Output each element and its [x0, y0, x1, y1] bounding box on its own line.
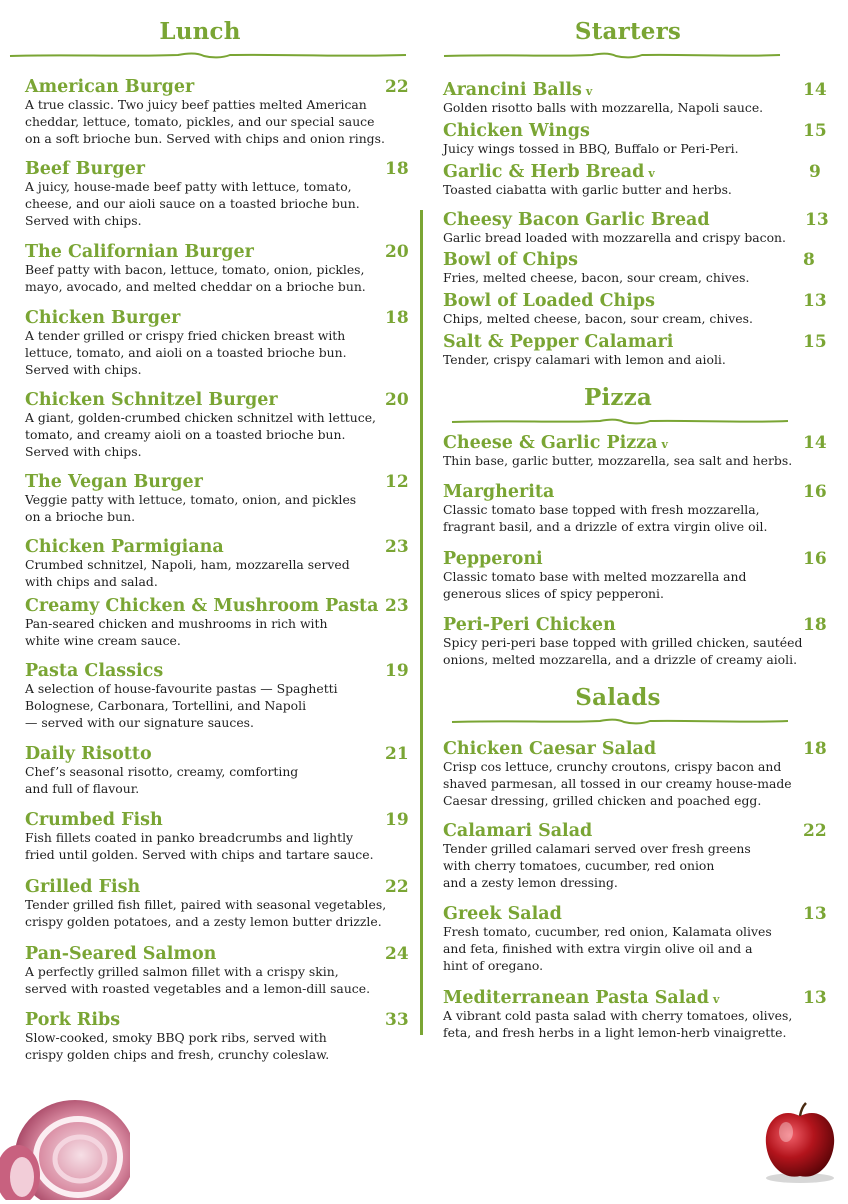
- item-price: 13: [803, 988, 827, 1008]
- item-price: 9: [809, 162, 821, 182]
- column-divider: [420, 210, 423, 1035]
- item-price: 18: [803, 739, 827, 759]
- vegetarian-badge: v: [648, 167, 655, 180]
- item-name-text: Pork Ribs: [25, 1010, 121, 1030]
- item-name-text: American Burger: [25, 77, 195, 97]
- item-name: [443, 481, 554, 503]
- item-description: Chips, melted cheese, bacon, sour cream, chives.: [443, 311, 753, 326]
- item-description: A giant, golden-crumbed chicken schnitzel with lettuce, tomato, and creamy aioli on a toasted brioche bun. Served with chips.: [25, 410, 376, 460]
- item-description: A perfectly grilled salmon fillet with a crispy skin, served with roasted vegetables and a lemon-dill sauce.: [25, 964, 371, 997]
- item-name: [25, 660, 163, 682]
- item-name: [25, 595, 378, 617]
- item-price: 14: [803, 433, 827, 453]
- section-title-pizza: Pizza: [583, 384, 653, 411]
- item-name-text: Bowl of Loaded Chips: [443, 291, 655, 311]
- section-title-lunch: Lunch: [159, 18, 241, 45]
- item-name-text: Pepperoni: [443, 549, 543, 569]
- item-name-text: Beef Burger: [25, 159, 146, 179]
- item-price: 23: [385, 596, 409, 616]
- item-name: [25, 471, 203, 493]
- item-name-text: Chicken Burger: [25, 308, 181, 328]
- item-description: A vibrant cold pasta salad with cherry tomatoes, olives, feta, and fresh herbs in a light lemon-herb vinaigrette.: [443, 1008, 793, 1041]
- item-name: [25, 389, 278, 411]
- item-name-text: Mediterranean Pasta Salad: [443, 988, 709, 1008]
- item-name-text: Pasta Classics: [25, 661, 164, 681]
- item-name-text: Greek Salad: [443, 904, 562, 924]
- item-price: 18: [385, 308, 409, 328]
- item-price: 24: [385, 944, 409, 964]
- item-price: 15: [803, 121, 827, 141]
- item-name: [443, 331, 673, 353]
- section-divider: [450, 716, 790, 726]
- item-price: 18: [385, 159, 409, 179]
- item-price: 16: [803, 549, 827, 569]
- item-name: [443, 290, 655, 312]
- item-name-text: Garlic & Herb Bread: [443, 162, 645, 182]
- item-name-text: Salt & Pepper Calamari: [443, 332, 674, 352]
- item-description: A selection of house-favourite pastas — Spaghetti Bolognese, Carbonara, Tortellini, and Napoli — served with our signature sauces.: [25, 681, 338, 731]
- item-name: [443, 820, 592, 842]
- item-description: Garlic bread loaded with mozzarella and crispy bacon.: [443, 230, 786, 245]
- item-name-text: Margherita: [443, 482, 555, 502]
- item-name-text: Bowl of Chips: [443, 250, 578, 270]
- item-name-text: Calamari Salad: [443, 821, 593, 841]
- item-name: [443, 903, 562, 925]
- item-price: 19: [385, 810, 409, 830]
- item-description: Tender grilled calamari served over fresh greens with cherry tomatoes, cucumber, red onion and a zesty lemon dressing.: [443, 841, 751, 891]
- item-price: 33: [385, 1010, 409, 1030]
- item-price: 21: [385, 744, 409, 764]
- section-divider: [8, 50, 408, 60]
- item-price: 20: [385, 390, 409, 410]
- item-name-text: Chicken Caesar Salad: [443, 739, 657, 759]
- item-description: Classic tomato base topped with fresh mozzarella, fragrant basil, and a drizzle of extra virgin olive oil.: [443, 502, 768, 535]
- item-name: [25, 809, 163, 831]
- item-description: Chef’s seasonal risotto, creamy, comforting and full of flavour.: [25, 764, 299, 797]
- item-description: Juicy wings tossed in BBQ, Buffalo or Peri-Peri.: [443, 141, 739, 156]
- item-price: 18: [803, 615, 827, 635]
- item-name-text: Pan-Seared Salmon: [25, 944, 217, 964]
- item-name-text: Crumbed Fish: [25, 810, 163, 830]
- item-name-text: Chicken Parmigiana: [25, 537, 224, 557]
- section-divider: [442, 50, 782, 60]
- item-price: 12: [385, 472, 409, 492]
- item-description: Fries, melted cheese, bacon, sour cream, chives.: [443, 270, 750, 285]
- item-description: Classic tomato base with melted mozzarella and generous slices of spicy pepperoni.: [443, 569, 747, 602]
- section-divider: [450, 416, 790, 426]
- item-price: 13: [805, 210, 829, 230]
- item-description: Thin base, garlic butter, mozzarella, sea salt and herbs.: [443, 453, 793, 468]
- item-name-text: Chicken Wings: [443, 121, 590, 141]
- red-apple-image: [760, 1100, 840, 1189]
- item-name: [443, 120, 590, 142]
- item-description: Golden risotto balls with mozzarella, Napoli sauce.: [443, 100, 764, 115]
- item-price: 19: [385, 661, 409, 681]
- item-name-text: Peri-Peri Chicken: [443, 615, 616, 635]
- item-description: A juicy, house-made beef patty with lettuce, tomato, cheese, and our aioli sauce on a toasted brioche bun. Served with chips.: [25, 179, 360, 229]
- item-name-text: Daily Risotto: [25, 744, 152, 764]
- item-price: 13: [803, 904, 827, 924]
- item-name-text: Grilled Fish: [25, 877, 141, 897]
- item-description: Fish fillets coated in panko breadcrumbs and lightly fried until golden. Served with chips and tartare sauce.: [25, 830, 374, 863]
- item-description: Crumbed schnitzel, Napoli, ham, mozzarella served with chips and salad.: [25, 557, 350, 590]
- vegetarian-badge: v: [661, 438, 668, 451]
- vegetarian-badge: v: [713, 993, 720, 1006]
- item-price: 14: [803, 80, 827, 100]
- item-price: 22: [385, 877, 409, 897]
- item-price: 13: [803, 291, 827, 311]
- item-description: Toasted ciabatta with garlic butter and herbs.: [443, 182, 732, 197]
- item-name: [25, 1009, 120, 1031]
- item-description: Crisp cos lettuce, crunchy croutons, crispy bacon and shaved parmesan, all tossed in our creamy house-made Caesar dressing, grilled chicken and poached egg.: [443, 759, 792, 809]
- item-price: 22: [385, 77, 409, 97]
- item-name-text: Chicken Schnitzel Burger: [25, 390, 278, 410]
- item-description: A true classic. Two juicy beef patties melted American cheddar, lettuce, tomato, pickles, and our special sauce on a soft brioche bun. Served with chips and onion rings.: [25, 97, 385, 147]
- item-price: 20: [385, 242, 409, 262]
- item-description: Tender grilled fish fillet, paired with seasonal vegetables, crispy golden potatoes, and a zesty lemon butter drizzle.: [25, 897, 387, 930]
- item-name: [443, 548, 543, 570]
- item-description: Spicy peri-peri base topped with grilled chicken, sautéed onions, melted mozzarella, and a drizzle of creamy aioli.: [443, 635, 803, 668]
- item-name: [443, 249, 578, 271]
- item-name: [25, 743, 152, 765]
- item-description: Beef patty with bacon, lettuce, tomato, onion, pickles, mayo, avocado, and melted cheddar on a brioche bun.: [25, 262, 366, 295]
- section-title-starters: Starters: [574, 18, 682, 45]
- item-description: Veggie patty with lettuce, tomato, onion, and pickles on a brioche bun.: [25, 492, 357, 525]
- item-name: [25, 307, 180, 329]
- item-name: [443, 209, 710, 231]
- section-title-salads: Salads: [575, 684, 661, 711]
- item-name: [25, 536, 224, 558]
- item-price: 22: [803, 821, 827, 841]
- item-name-text: Cheesy Bacon Garlic Bread: [443, 210, 710, 230]
- item-name: [25, 76, 194, 98]
- item-name-text: Creamy Chicken & Mushroom Pasta: [25, 596, 379, 616]
- item-price: 23: [385, 537, 409, 557]
- item-description: A tender grilled or crispy fried chicken breast with lettuce, tomato, and aioli on a toasted brioche bun. Served with chips.: [25, 328, 347, 378]
- item-name-text: The Vegan Burger: [25, 472, 203, 492]
- item-name: [25, 158, 145, 180]
- item-name: [25, 876, 140, 898]
- item-description: Fresh tomato, cucumber, red onion, Kalamata olives and feta, finished with extra virgin olive oil and a hint of oregano.: [443, 924, 772, 974]
- item-price: 8: [803, 250, 815, 270]
- item-name-text: Cheese & Garlic Pizza: [443, 433, 658, 453]
- item-description: Tender, crispy calamari with lemon and aioli.: [443, 352, 726, 367]
- vegetarian-badge: v: [585, 85, 593, 98]
- item-name-text: The Californian Burger: [25, 242, 254, 262]
- item-name: [443, 614, 616, 636]
- item-description: Pan-seared chicken and mushrooms in rich with white wine cream sauce.: [25, 616, 328, 649]
- item-description: Slow-cooked, smoky BBQ pork ribs, served with crispy golden chips and fresh, crunchy coleslaw.: [25, 1030, 330, 1063]
- item-name: [443, 738, 656, 760]
- red-onion-image: [0, 1085, 130, 1204]
- item-price: 15: [803, 332, 827, 352]
- item-price: 16: [803, 482, 827, 502]
- item-name: [25, 943, 216, 965]
- item-name: [25, 241, 254, 263]
- item-name-text: Arancini Balls: [443, 80, 582, 100]
